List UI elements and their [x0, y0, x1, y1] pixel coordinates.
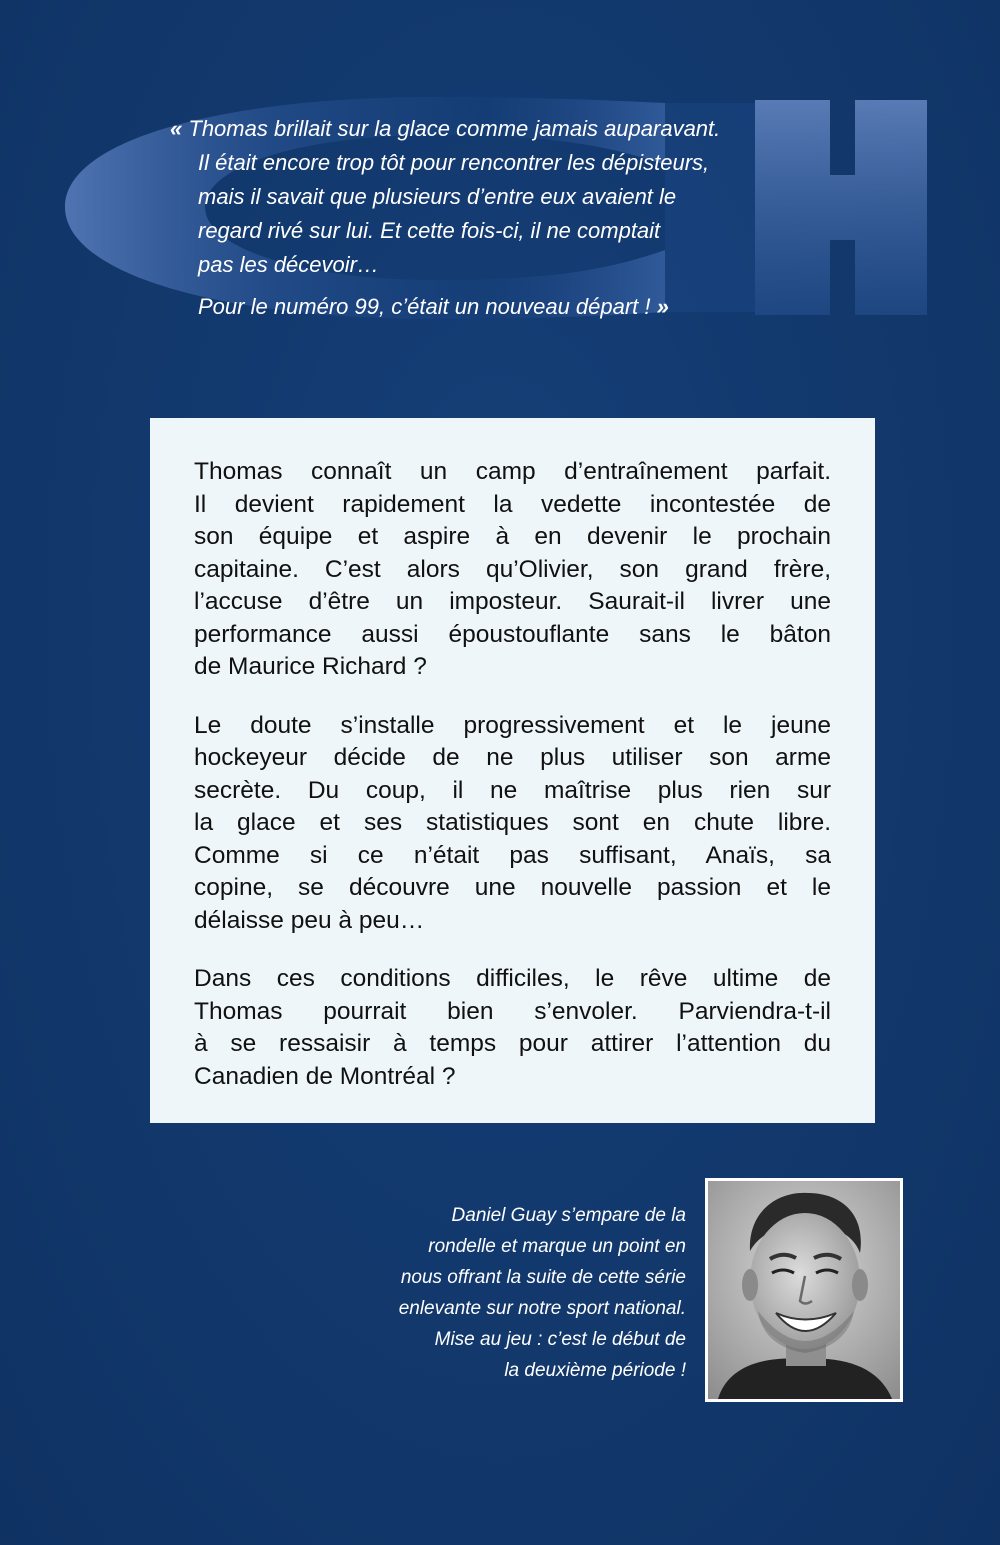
- summary-line: Comme si ce n’était pas suffisant, Anaïs, sa: [194, 841, 831, 869]
- summary-paragraph: [194, 456, 831, 684]
- summary-line: à se ressaisir à temps pour attirer l’attention du: [194, 1030, 831, 1057]
- summary-line: Dans ces conditions difficiles, le rêve ultime de: [194, 965, 831, 992]
- author-photo: [705, 1178, 903, 1402]
- close-quote-mark: »: [656, 294, 669, 319]
- summary-line: Il devient rapidement la vedette incontestée de: [194, 490, 831, 518]
- author-blurb: [300, 1200, 686, 1386]
- summary-line: secrète. Du coup, il ne maîtrise plus rien sur: [194, 776, 831, 804]
- quote-line: pas les décevoir…: [198, 252, 379, 277]
- author-blurb-line: la deuxième période !: [504, 1360, 686, 1381]
- summary-paragraph: [194, 963, 831, 1093]
- author-blurb-line: nous offrant la suite de cette série: [400, 1267, 686, 1288]
- quote-closing-line: Pour le numéro 99, c’était un nouveau départ !: [198, 294, 651, 319]
- summary-line: Thomas connaît un camp d’entraînement parfait.: [194, 458, 831, 485]
- author-blurb-line: enlevante sur notre sport national.: [398, 1298, 686, 1319]
- summary-line: performance aussi époustouflante sans le bâton: [194, 620, 831, 648]
- summary-paragraph: [194, 710, 831, 938]
- quote-line: mais il savait que plusieurs d’entre eux avaient le: [198, 184, 677, 209]
- summary-line: hockeyeur décide de ne plus utiliser son arme: [194, 744, 831, 771]
- summary-line: son équipe et aspire à en devenir le prochain: [194, 523, 831, 550]
- quote-line: Il était encore trop tôt pour rencontrer les dépisteurs,: [198, 150, 710, 175]
- author-blurb-line: Mise au jeu : c’est le début de: [434, 1329, 686, 1350]
- summary-line: de Maurice Richard ?: [194, 653, 427, 680]
- author-portrait-icon: [708, 1181, 900, 1399]
- quote-line: Thomas brillait sur la glace comme jamais auparavant.: [188, 116, 721, 141]
- author-blurb-line: rondelle et marque un point en: [428, 1236, 686, 1257]
- summary-line: la glace et ses statistiques sont en chute libre.: [194, 809, 831, 836]
- author-blurb-line: Daniel Guay s’empare de la: [451, 1205, 686, 1226]
- summary-line: l’accuse d’être un imposteur. Saurait-il livrer une: [194, 588, 831, 615]
- summary-line: capitaine. C’est alors qu’Olivier, son grand frère,: [194, 555, 831, 583]
- summary-line: copine, se découvre une nouvelle passion et le: [194, 874, 831, 901]
- open-quote-mark: «: [170, 116, 183, 141]
- back-cover-quote: [170, 112, 870, 324]
- summary-line: Thomas pourrait bien s’envoler. Parviendra-t-il: [194, 997, 831, 1025]
- summary-line: Le doute s’installe progressivement et le jeune: [194, 711, 831, 739]
- quote-line: regard rivé sur lui. Et cette fois-ci, il ne comptait: [198, 218, 661, 243]
- summary-line: délaisse peu à peu…: [194, 906, 425, 934]
- summary-box: [150, 418, 875, 1123]
- summary-line: Canadien de Montréal ?: [194, 1062, 456, 1090]
